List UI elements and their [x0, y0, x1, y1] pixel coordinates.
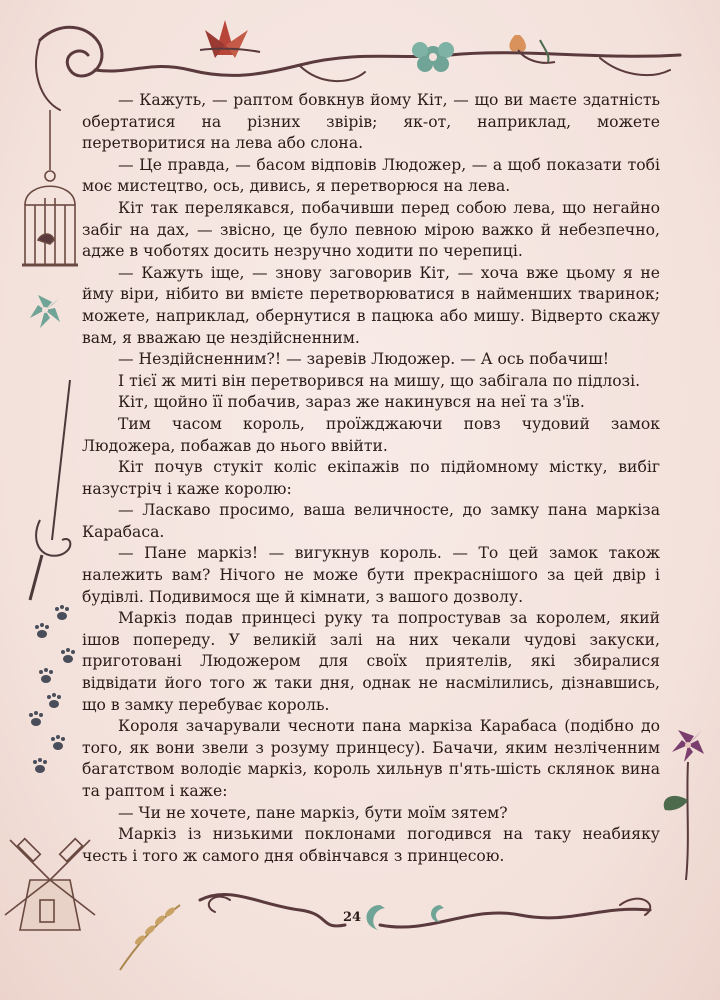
left-flower-icon: [30, 295, 60, 328]
paragraph: Тим часом король, проїжджаючи повз чудовий замок Людожера, побажав до нього ввійти.: [82, 414, 660, 455]
orange-flower-icon: [509, 35, 555, 63]
paragraph: Маркіз із низькими поклонами погодився на таку неабияку честь і того ж самого дня обвінчався з принцесою.: [82, 825, 660, 865]
bottom-swirl-ornament-icon: [200, 895, 650, 928]
paragraph: — Нездійсненним?! — заревів Людожер. — А ось побачиш!: [118, 350, 610, 369]
paw-prints-icon: [29, 605, 75, 773]
paragraph: Маркіз подав принцесі руку та попростував за королем, який ішов попереду. У великій залі на них чекали чудові закуски, приготовані Людожером для своїх приятелів, які збиралися відвідати його того ж таки дня, однак не насмілились, дізнавшись, що в замку перебуває король.: [82, 609, 660, 714]
paragraph: — Кажуть іще, — знову заговорив Кіт, — хоча вже цьому я не йму віри, нібито ви вмієте перетворюватися в найменших тваринок; можете, наприклад, обернутися в пацюка або мишу. Відверто скажу вам, я вважаю це нездійсненним.: [82, 263, 660, 347]
paragraph: — Це правда, — басом відповів Людожер, — а щоб показати тобі моє мистецтво, ось, дивись, я перетворюся на лева.: [82, 155, 660, 196]
paragraph: — Ласкаво просимо, ваша величносте, до замку пана маркіза Карабаса.: [82, 501, 660, 541]
story-text: [82, 90, 660, 867]
paragraph: Короля зачарували чесноти пана маркіза Карабаса (подібно до того, як вони звели з розуму принцесу). Бачачи, яким незліченним багатством володіє маркіз, король хильнув п'ять-шість склянок вина та раптом і каже:: [82, 717, 660, 800]
wheat-icon: [120, 905, 180, 970]
paragraph: Кіт почув стукіт коліс екіпажів по підйомному містку, вибіг назустріч і каже королю:: [82, 458, 660, 498]
paragraph: І тієї ж миті він перетворився на мишу, що забігала по підлозі.: [118, 371, 641, 390]
paragraph: Кіт так перелякався, побачивши перед собою лева, що негайно забіг на дах, — звісно, це було певною мірою важко й небезпечно, адже в чоботях досить незручно ходити по черепиці.: [82, 198, 660, 261]
red-flower-icon: [200, 20, 260, 58]
paragraph: Кіт, щойно її побачив, зараз же накинувся на неї та з'їв.: [118, 393, 585, 412]
purple-flower-icon: [664, 730, 704, 880]
paragraph: — Пане маркіз! — вигукнув король. — То цей замок також належить вам? Нічого не може бути прекраснішого за цей двір і будівлі. Подивимося ще й кімнати, з вашого дозволу.: [82, 544, 660, 606]
page-number: 24: [342, 910, 362, 925]
sword-icon: [30, 380, 70, 600]
paragraph: — Чи не хочете, пане маркіз, бути моїм зятем?: [118, 803, 508, 822]
paragraph: — Кажуть, — раптом бовкнув йому Кіт, — що ви маєте здатність обертатися на різних звірів; як-от, наприклад, можете перетворитися на лева або слона.: [82, 91, 660, 153]
birdcage-icon: [22, 110, 78, 265]
teal-flower-icon: [412, 42, 454, 72]
